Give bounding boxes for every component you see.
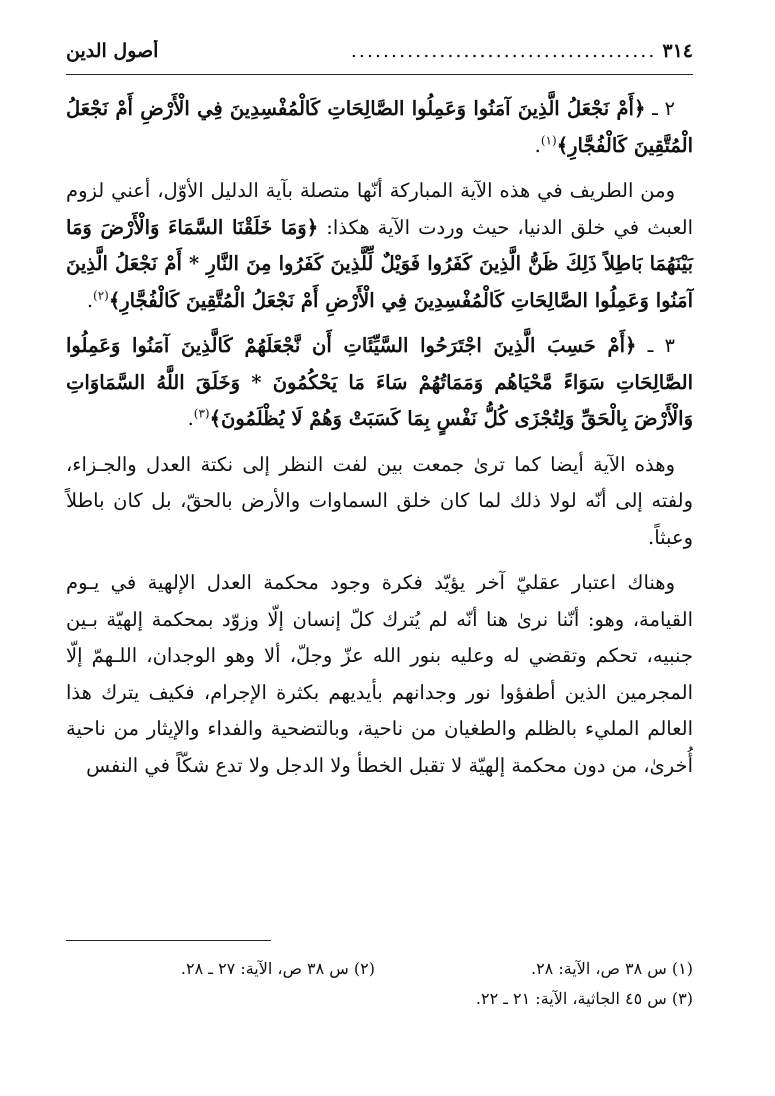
paragraph-verse-3: ٣ ـ ﴿أَمْ حَسِبَ الَّذِينَ اجْتَرَحُوا السَّيِّئَاتِ أَن نَّجْعَلَهُمْ كَالَّذِينَ آمَنُوا وَعَمِلُوا الصَّالِحَاتِ سَوَاءً مَّحْيَاهُم وَمَمَاتُهُمْ سَاءَ مَا يَحْكُمُونَ * وَخَلَقَ اللَّهُ السَّمَاوَاتِ وَالْأَرْضَ بِالْحَقِّ وَلِتُجْزَى كُلُّ نَفْسٍ بِمَا كَسَبَتْ وَهُمْ لَا يُظْلَمُونَ﴾$^{(٣)}$.	[66, 334, 693, 430]
header-leader-dots: ......................................	[350, 40, 657, 62]
paragraph-commentary-3: وهناك اعتبار عقليّ آخر يؤيّد فكرة وجود محكمة العدل الإلهية في يـوم القيامة، وهو: أنّنا نرىٰ هنا أنّه لم يُترك كلّ إنسان إلّا وزوّد بمحكمة إلهيّة بـين جنبيه، تحكم وتقضي له وعليه بنور الله عزّ وجلّ، ألا وهو الوجدان، اللـهمّ إلّا المجرمين الذين أطفؤوا نور وجدانهم بأيديهم بكثرة الإجرام، فكيف يترك هذا العالم المليء بالظلم والطغيان من ناحية، وبالتضحية والفداء والإيثار من ناحية أُخرىٰ، من دون محكمة إلهيّة لا تقبل الخطأ ولا الدجل ولا تدع شكّاً في النفس	[66, 571, 693, 777]
footnote-1: (١) س ٣٨ ص، الآية: ٢٨.	[530, 959, 693, 978]
quran-verse: ﴿وَمَا خَلَقْنَا السَّمَاءَ وَالْأَرْضَ وَمَا بَيْنَهُمَا بَاطِلاً ذَلِكَ ظَنُّ الَّذِينَ كَفَرُوا فَوَيْلٌ لِّلَّذِينَ كَفَرُوا مِنَ النَّارِ * أَمْ نَجْعَلُ الَّذِينَ آمَنُوا وَعَمِلُوا الصَّالِحَاتِ كَالْمُفْسِدِينَ فِي الْأَرْضِ أَمْ نَجْعَلُ الْمُتَّقِينَ كَالْفُجَّارِ﴾	[66, 215, 693, 312]
running-header	[66, 40, 693, 75]
footnote-3: (٣) س ٤٥ الجاثية، الآية: ٢١ ـ ٢٢.	[475, 989, 693, 1008]
page-body	[66, 91, 693, 784]
page-number: ٣١٤	[662, 40, 693, 62]
footnote-divider	[66, 940, 271, 941]
footnotes-row-1	[66, 958, 693, 980]
paragraph-commentary-2: وهذه الآية أيضا كما ترىٰ جمعت بين لفت النظر إلى نكتة العدل والجـزاء، ولفته إلى أنّه لولا ذلك لما كان خلق السماوات والأرض بالحقّ، بل كان باطلاً وعبثاً.	[66, 452, 693, 549]
footnote-ref: (١)	[540, 133, 557, 147]
footnotes-row-2	[66, 988, 693, 1010]
item-number: ٢ ـ	[652, 97, 675, 120]
book-page	[66, 40, 693, 1008]
paragraph-commentary-1: ومن الطريف في هذه الآية المباركة أنّها متصلة بآية الدليل الأوّل، أعني لزوم العبث في خلق الدنيا، حيث وردت الآية هكذا: ﴿وَمَا خَلَقْنَا السَّمَاءَ وَالْأَرْضَ وَمَا بَيْنَهُمَا بَاطِلاً ذَلِكَ ظَنُّ الَّذِينَ كَفَرُوا فَوَيْلٌ لِّلَّذِينَ كَفَرُوا مِنَ النَّارِ * أَمْ نَجْعَلُ الَّذِينَ آمَنُوا وَعَمِلُوا الصَّالِحَاتِ كَالْمُفْسِدِينَ فِي الْأَرْضِ أَمْ نَجْعَلُ الْمُتَّقِينَ كَالْفُجَّارِ﴾$^{(٢)}$.	[66, 179, 693, 312]
paragraph-verse-2: ٢ ـ ﴿أَمْ نَجْعَلُ الَّذِينَ آمَنُوا وَعَمِلُوا الصَّالِحَاتِ كَالْمُفْسِدِينَ فِي الْأَرْضِ أَمْ نَجْعَلُ الْمُتَّقِينَ كَالْفُجَّارِ﴾$^{(١)}$.	[66, 97, 693, 157]
item-number: ٣ ـ	[647, 334, 675, 357]
footnote-ref: (٢)	[93, 288, 109, 302]
footnote-2: (٢) س ٣٨ ص، الآية: ٢٧ ـ ٢٨.	[180, 959, 375, 978]
quran-verse: ﴿أَمْ نَجْعَلُ الَّذِينَ آمَنُوا وَعَمِلُوا الصَّالِحَاتِ كَالْمُفْسِدِينَ فِي الْأَرْضِ أَمْ نَجْعَلُ الْمُتَّقِينَ كَالْفُجَّارِ﴾	[66, 97, 693, 157]
footnote-ref: (٣)	[193, 406, 210, 421]
paragraph-text: ومن الطريف في هذه الآية المباركة أنّها متصلة بآية الدليل الأوّل، أعني لزوم العبث في خلق الدنيا، حيث وردت الآية هكذا:	[66, 179, 693, 239]
book-title: أُصول الدين	[66, 40, 159, 62]
quran-verse: ﴿أَمْ حَسِبَ الَّذِينَ اجْتَرَحُوا السَّيِّئَاتِ أَن نَّجْعَلَهُمْ كَالَّذِينَ آمَنُوا وَعَمِلُوا الصَّالِحَاتِ سَوَاءً مَّحْيَاهُم وَمَمَاتُهُمْ سَاءَ مَا يَحْكُمُونَ * وَخَلَقَ اللَّهُ السَّمَاوَاتِ وَالْأَرْضَ بِالْحَقِّ وَلِتُجْزَى كُلُّ نَفْسٍ بِمَا كَسَبَتْ وَهُمْ لَا يُظْلَمُونَ﴾	[66, 334, 693, 430]
